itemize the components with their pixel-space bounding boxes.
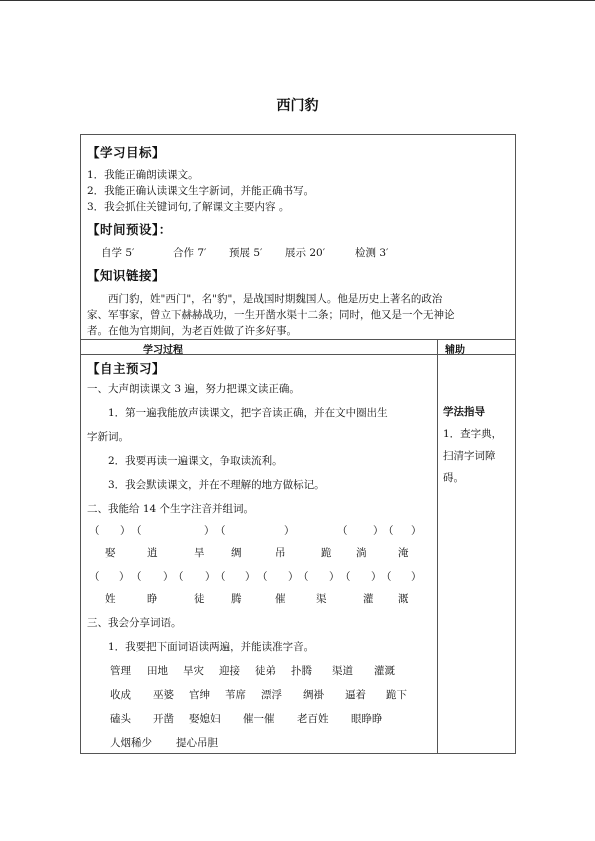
- word-row: [81, 663, 437, 677]
- character: 逍: [147, 547, 158, 559]
- paren-close: ）: [284, 525, 295, 537]
- paren-close: ）: [245, 571, 256, 583]
- paren-open: （: [173, 571, 184, 583]
- paren-close: ）: [204, 525, 215, 537]
- character: 淹: [398, 547, 409, 559]
- time-item-test: 检测 3′: [355, 247, 389, 259]
- paren-open: （: [257, 571, 268, 583]
- word-row: [81, 735, 437, 749]
- column-header-aid: 辅助: [445, 345, 465, 356]
- word: 官绅: [189, 689, 210, 701]
- word-row: [81, 687, 437, 701]
- knowledge-heading: 【知识链接】: [87, 268, 166, 283]
- time-item-self-study: 自学 5′: [101, 247, 135, 259]
- word: 灌溉: [374, 665, 395, 677]
- word: 苇席: [225, 689, 246, 701]
- word: 田地: [147, 665, 168, 677]
- time-item-presentation: 展示 20′: [285, 247, 326, 259]
- objective-item: 3．我会抓住关键词句,了解课文主要内容 。: [87, 201, 290, 213]
- word: 旱灾: [183, 665, 204, 677]
- word: 人烟稀少: [110, 737, 152, 749]
- word: 开凿: [153, 713, 174, 725]
- paren-close: ）: [373, 525, 384, 537]
- objective-item: 2．我能正确认读课文生字新词，并能正确书写。: [87, 185, 315, 197]
- paren-close: ）: [411, 525, 422, 537]
- word: 徒弟: [255, 665, 276, 677]
- paren-open: （: [383, 525, 394, 537]
- time-heading: 【时间预设】：: [87, 222, 172, 237]
- paren-open: （: [381, 571, 392, 583]
- word: 逼着: [345, 689, 366, 701]
- column-divider: [437, 340, 438, 753]
- paren-close: ）: [288, 571, 299, 583]
- paren-open: （: [340, 571, 351, 583]
- divider: [81, 339, 515, 340]
- page-title: 西门豹: [276, 98, 319, 114]
- character: 绸: [231, 547, 242, 559]
- preview-step-1-item: 1．第一遍我能放声读课文，把字音读正确，并在文中圈出生: [108, 407, 388, 419]
- character: 跪: [321, 547, 332, 559]
- preview-step-1-item: 3．我会默读课文，并在不理解的地方做标记。: [108, 479, 325, 491]
- preview-step-3-item: 1．我要把下面词语读两遍，并能读准字音。: [108, 641, 315, 653]
- character: 娶: [105, 547, 116, 559]
- preview-step-1-item: 2．我要再读一遍课文，争取读流利。: [108, 455, 283, 467]
- word: 跪下: [386, 689, 407, 701]
- paren-close: ）: [119, 571, 130, 583]
- time-item-cooperation: 合作 7′: [173, 247, 207, 259]
- pinyin-blank-row: [81, 569, 437, 583]
- page-top-rule: [0, 0, 595, 1]
- paren-close: ）: [205, 571, 216, 583]
- paren-open: （: [131, 525, 142, 537]
- word: 催一催: [243, 713, 275, 725]
- divider: [81, 354, 515, 355]
- objectives-heading: 【学习目标】: [87, 145, 166, 160]
- paren-close: ）: [411, 571, 422, 583]
- paren-close: ）: [329, 571, 340, 583]
- character: 徒: [194, 593, 205, 605]
- character: 睁: [147, 593, 158, 605]
- character: 催: [275, 593, 286, 605]
- character: 旱: [194, 547, 205, 559]
- word: 漂浮: [261, 689, 282, 701]
- preview-step-3: 三、我会分享词语。: [87, 617, 182, 629]
- pinyin-blank-row: [81, 523, 437, 537]
- word: 管理: [110, 665, 131, 677]
- paren-open: （: [215, 571, 226, 583]
- character: 吊: [275, 547, 286, 559]
- column-header-process: 学习过程: [143, 345, 183, 356]
- word-row: [81, 711, 437, 725]
- paren-close: ）: [120, 525, 131, 537]
- study-tip-line: 碍。: [443, 472, 464, 484]
- word: 老百姓: [297, 713, 329, 725]
- character: 灌: [363, 593, 374, 605]
- word: 扑腾: [291, 665, 312, 677]
- paren-open: （: [131, 571, 142, 583]
- word: 眼睁睁: [351, 713, 383, 725]
- character: 渠: [316, 593, 327, 605]
- word: 绸褂: [303, 689, 324, 701]
- character-row: [81, 545, 437, 559]
- character: 溉: [398, 593, 409, 605]
- knowledge-text: 西门豹，姓"西门"，名"豹"，是战国时期魏国人。他是历史上著名的政治: [108, 293, 443, 305]
- word: 提心吊胆: [176, 737, 218, 749]
- character: 姓: [105, 593, 116, 605]
- knowledge-text: 家、军事家，曾立下赫赫战功，一生开凿水渠十二条；同时，他又是一个无神论: [87, 309, 455, 321]
- knowledge-text: 者。在他为官期间，为老百姓做了许多好事。: [87, 325, 297, 337]
- preview-step-1: 一、大声朗读课文 3 遍，努力把课文读正确。: [87, 383, 300, 395]
- study-tips: [443, 401, 511, 489]
- preview-step-1-item: 字新词。: [87, 431, 129, 443]
- character-row: [81, 591, 437, 605]
- paren-open: （: [337, 525, 348, 537]
- word: 娶媳妇: [189, 713, 221, 725]
- paren-open: （: [89, 571, 100, 583]
- word: 渠道: [332, 665, 353, 677]
- paren-close: ）: [163, 571, 174, 583]
- character: 腾: [231, 593, 242, 605]
- preview-heading: 【自主预习】: [87, 361, 166, 376]
- study-tip-line: 扫清字词障: [443, 450, 496, 462]
- preview-step-2: 二、我能给 14 个生字注音并组词。: [87, 503, 255, 515]
- paren-open: （: [215, 525, 226, 537]
- character: 淌: [356, 547, 367, 559]
- word: 迎接: [219, 665, 240, 677]
- objective-item: 1．我能正确朗读课文。: [87, 169, 199, 181]
- worksheet-table: [80, 134, 516, 754]
- word: 巫婆: [153, 689, 174, 701]
- word: 收成: [110, 689, 131, 701]
- paren-open: （: [89, 525, 100, 537]
- time-item-preview: 预展 5′: [229, 247, 263, 259]
- paren-open: （: [298, 571, 309, 583]
- study-tip-line: 1．查字典，: [443, 428, 503, 440]
- paren-close: ）: [371, 571, 382, 583]
- word: 磕头: [110, 713, 131, 725]
- study-tips-heading: 学法指导: [443, 406, 485, 418]
